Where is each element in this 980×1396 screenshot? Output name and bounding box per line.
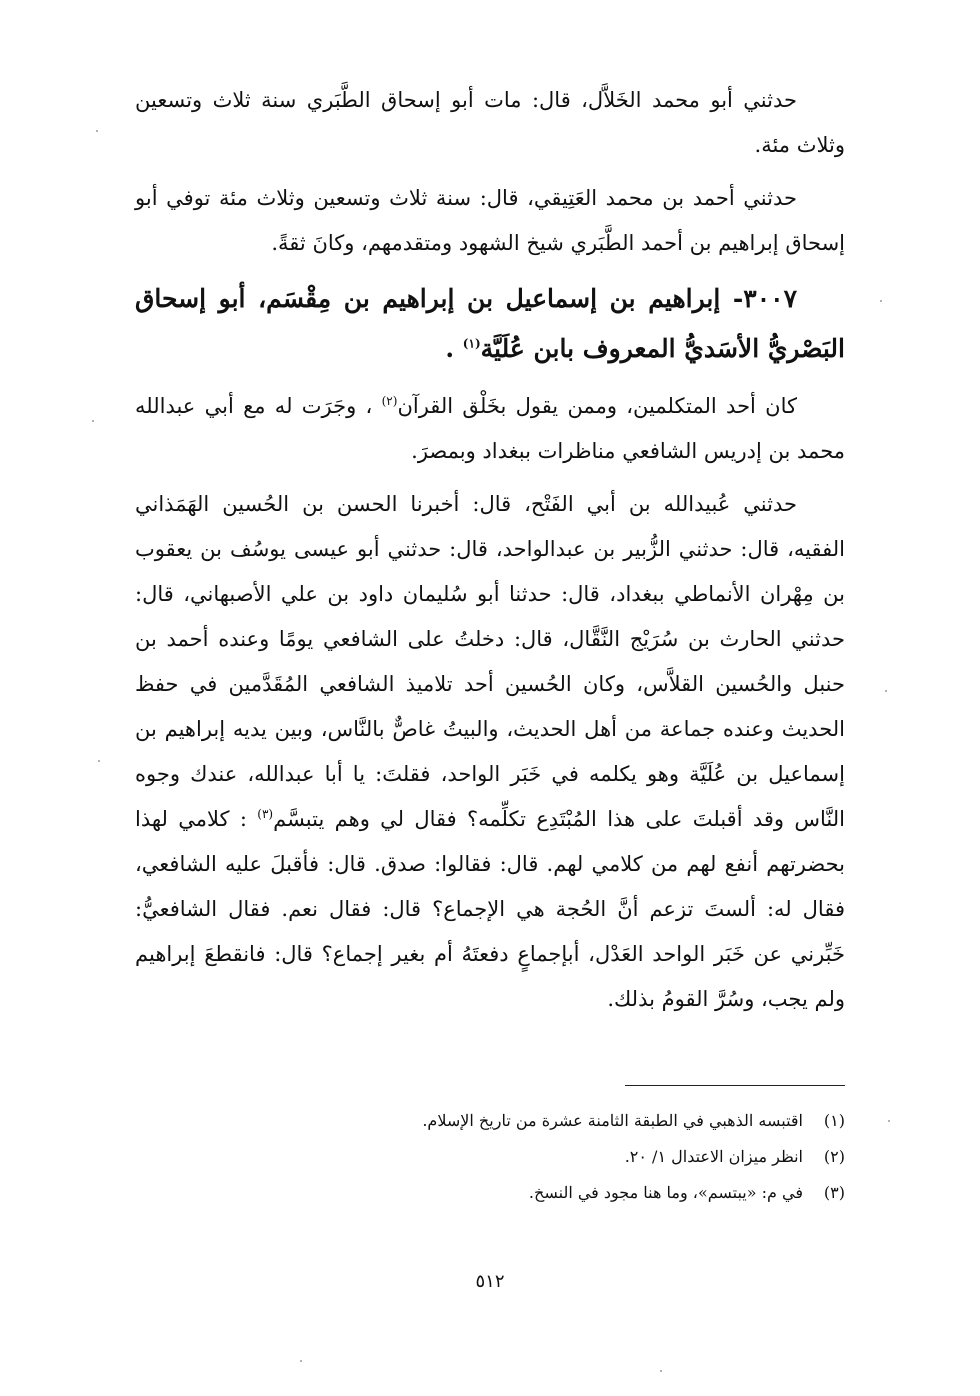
footnote-number: (٢) (823, 1147, 845, 1166)
main-text (135, 78, 845, 1030)
paragraph-narration (135, 482, 845, 1022)
footnote-divider (625, 1085, 845, 1086)
footnote-ref-1[interactable]: (١) (462, 336, 481, 351)
footnote-number: (٣) (823, 1183, 845, 1202)
scan-speck (96, 130, 98, 132)
footnote-ref-3[interactable]: (٣) (257, 807, 274, 821)
footnote-number: (١) (823, 1111, 845, 1130)
scan-speck (98, 760, 100, 762)
paragraph-biography (135, 384, 845, 474)
footnote-text: انظر ميزان الاعتدال ١/ ٢٠. (624, 1147, 803, 1166)
scan-speck (92, 420, 94, 422)
footnote-ref-2[interactable]: (٢) (381, 394, 398, 408)
entry-heading (135, 274, 845, 374)
paragraph-narration-part1: حدثني عُبيدالله بن أبي الفَتْح، قال: أخبرنا الحسن بن الحُسين الهَمَذاني الفقيه، قال: حدثني الزُّبير بن عبدالواحد، قال: حدثني أبو عيسى يوسُف بن يعقوب بن مِهْران الأنماطي ببغداد، قال: حدثنا أبو سُليمان داود بن علي الأصبهاني، قال: حدثني الحارث بن سُرَيْج النَّقَّال، قال: دخلتُ على الشافعي يومًا وعنده أحمد بن حنبل والحُسين القلاَّس، وكان الحُسين أحد تلاميذ الشافعي المُقَدَّمين في حفظ الحديث وعنده جماعة من أهل الحديث، والبيتُ غاصٌّ بالنَّاس، وبين يديه إبراهيم بن إسماعيل بن عُلَيَّة وهو يكلمه في خَبَر الواحد، فقلتَ: يا أبا عبدالله، عندك وجوه النَّاس وقد أقبلتَ على هذا المُبْتَدِع تكلِّمه؟ فقال لي وهم يتبسَّم (135, 492, 845, 831)
scan-speck (300, 1360, 302, 1362)
paragraph-death-report-2: حدثني أحمد بن محمد العَتِيقي، قال: سنة ثلاث وتسعين وثلاث مئة توفي أبو إسحاق إبراهيم بن أحمد الطَّبَري شيخ الشهود ومتقدمهم، وكانَ ثقةً. (135, 186, 845, 255)
paragraph-biography-part2: ، وجَرَت له مع أبي عبدالله محمد بن إدريس الشافعي مناظرات ببغداد وبمصرَ. (135, 394, 845, 463)
scan-speck (660, 1370, 662, 1372)
footnote-2 (135, 1139, 845, 1175)
page-number: ٥١٢ (475, 1271, 505, 1292)
footnotes (135, 1103, 845, 1211)
footnote-text: في م: «يبتسم»، وما هنا مجود في النسخ. (528, 1183, 803, 1202)
entry-heading-text: ٣٠٠٧- إبراهيم بن إسماعيل بن إبراهيم بن مِقْسَم، أبو إسحاق البَصْريُّ الأسَديُّ المعروف بابن عُلَيَّة (135, 284, 845, 363)
paragraph-biography-part1: كان أحد المتكلمين، وممن يقول بخَلْق القرآن (397, 394, 797, 418)
entry-heading-end: . (445, 334, 463, 363)
scan-speck (885, 690, 887, 692)
paragraph-death-report-1: حدثني أبو محمد الخَلاَّل، قال: مات أبو إسحاق الطَّبَري سنة ثلاث وتسعين وثلاث مئة. (135, 88, 845, 157)
footnote-text: اقتبسه الذهبي في الطبقة الثامنة عشرة من تاريخ الإسلام. (422, 1111, 803, 1130)
scan-speck (888, 1120, 890, 1122)
footnote-1 (135, 1103, 845, 1139)
paragraph-narration-part2: : كلامي لهذا بحضرتهم أنفع لهم من كلامي لهم. قال: فقالوا: صدق. قال: فأقبلَ عليه الشافعي، فقال له: ألستَ تزعم أنَّ الحُجة هي الإجماع؟ قال: فقال نعم. فقال الشافعيُّ: خَبِّرني عن خَبَر الواحد العَدْل، أبإجماعٍ دفعتَهُ أم بغير إجماع؟ قال: فانقطعَ إبراهيم ولم يجب، وسُرَّ القومُ بذلك. (135, 807, 845, 1011)
scan-speck (880, 300, 882, 302)
footnote-3 (135, 1175, 845, 1211)
